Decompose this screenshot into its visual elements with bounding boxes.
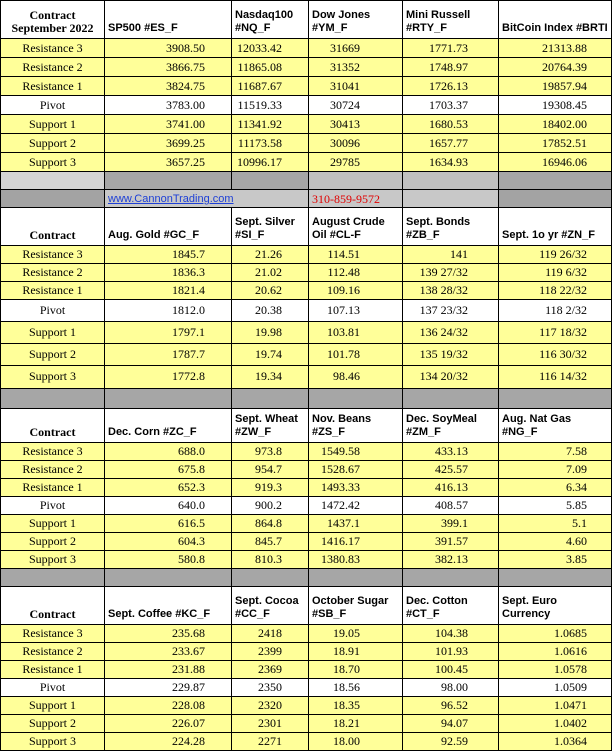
value-cell: 1.0509	[499, 678, 612, 696]
value-cell: 973.8	[232, 442, 309, 460]
separator-3	[1, 568, 612, 586]
value-cell: 119 26/32	[499, 246, 612, 264]
value-cell: 30413	[309, 115, 403, 134]
value-cell: 1.0685	[499, 624, 612, 642]
value-cell: 3824.75	[105, 77, 232, 96]
value-cell: 134 20/32	[403, 366, 499, 388]
value-cell: 235.68	[105, 624, 232, 642]
value-cell: 12033.42	[232, 39, 309, 58]
row-label: Pivot	[1, 300, 105, 322]
value-cell: 116 30/32	[499, 344, 612, 366]
value-cell: 1472.42	[309, 496, 403, 514]
value-cell: 29785	[309, 153, 403, 172]
row-label: Support 1	[1, 322, 105, 344]
value-cell: 20764.39	[499, 58, 612, 77]
column-header: Nov. Beans #ZS_F	[309, 408, 403, 442]
table-row	[1, 58, 612, 77]
value-cell: 433.13	[403, 442, 499, 460]
value-cell: 109.16	[309, 282, 403, 300]
section-softs-currency	[1, 586, 612, 750]
value-cell: 1836.3	[105, 264, 232, 282]
value-cell: 1703.37	[403, 96, 499, 115]
value-cell: 19.05	[309, 624, 403, 642]
table-row	[1, 532, 612, 550]
value-cell: 1812.0	[105, 300, 232, 322]
header-row	[1, 408, 612, 442]
table-row	[1, 732, 612, 750]
table-row	[1, 96, 612, 115]
table-row	[1, 660, 612, 678]
row-label: Support 1	[1, 115, 105, 134]
value-cell: 3657.25	[105, 153, 232, 172]
column-header: SP500 #ES_F	[105, 1, 232, 39]
table-row	[1, 496, 612, 514]
value-cell: 138 28/32	[403, 282, 499, 300]
value-cell: 900.2	[232, 496, 309, 514]
value-cell: 1771.73	[403, 39, 499, 58]
value-cell: 616.5	[105, 514, 232, 532]
row-label: Support 2	[1, 134, 105, 153]
value-cell: 954.7	[232, 460, 309, 478]
row-label: Support 3	[1, 366, 105, 388]
value-cell: 18.35	[309, 696, 403, 714]
value-cell: 1787.7	[105, 344, 232, 366]
header-row	[1, 586, 612, 624]
value-cell: 100.45	[403, 660, 499, 678]
column-header: Dec. Cotton #CT_F	[403, 586, 499, 624]
row-label: Resistance 2	[1, 460, 105, 478]
value-cell: 845.7	[232, 532, 309, 550]
value-cell: 11865.08	[232, 58, 309, 77]
value-cell: 19.34	[232, 366, 309, 388]
table-row	[1, 153, 612, 172]
table-row	[1, 77, 612, 96]
value-cell: 233.67	[105, 642, 232, 660]
table-row	[1, 246, 612, 264]
value-cell: 98.00	[403, 678, 499, 696]
value-cell: 2399	[232, 642, 309, 660]
row-label: Support 1	[1, 696, 105, 714]
value-cell: 2350	[232, 678, 309, 696]
value-cell: 139 27/32	[403, 264, 499, 282]
value-cell: 3783.00	[105, 96, 232, 115]
value-cell: 10996.17	[232, 153, 309, 172]
row-label: Support 3	[1, 153, 105, 172]
row-label: Resistance 3	[1, 442, 105, 460]
table-row	[1, 264, 612, 282]
value-cell: 640.0	[105, 496, 232, 514]
value-cell: 3908.50	[105, 39, 232, 58]
value-cell: 5.85	[499, 496, 612, 514]
separator-contact	[1, 172, 612, 208]
gray-separator	[1, 568, 612, 586]
section-grains-energy	[1, 408, 612, 568]
row-label: Resistance 3	[1, 246, 105, 264]
row-label: Support 2	[1, 714, 105, 732]
row-label: Resistance 1	[1, 77, 105, 96]
value-cell: 675.8	[105, 460, 232, 478]
value-cell: 31669	[309, 39, 403, 58]
table-row	[1, 478, 612, 496]
column-header: BitCoin Index #BRTI	[499, 1, 612, 39]
value-cell: 96.52	[403, 696, 499, 714]
table-row	[1, 642, 612, 660]
contract-header: Contract September 2022	[1, 1, 105, 39]
value-cell: 17852.51	[499, 134, 612, 153]
value-cell: 1726.13	[403, 77, 499, 96]
row-label: Resistance 1	[1, 282, 105, 300]
table-row	[1, 514, 612, 532]
value-cell: 30724	[309, 96, 403, 115]
column-header: Sept. Euro Currency	[499, 586, 612, 624]
table-row	[1, 39, 612, 58]
value-cell: 425.57	[403, 460, 499, 478]
value-cell: 7.58	[499, 442, 612, 460]
row-label: Support 3	[1, 732, 105, 750]
column-header: Sept. Bonds #ZB_F	[403, 208, 499, 246]
value-cell: 580.8	[105, 550, 232, 568]
value-cell: 688.0	[105, 442, 232, 460]
value-cell: 4.60	[499, 532, 612, 550]
value-cell: 136 24/32	[403, 322, 499, 344]
row-label: Resistance 1	[1, 478, 105, 496]
website-link[interactable]: www.CannonTrading.com	[108, 193, 234, 206]
row-label: Support 1	[1, 514, 105, 532]
column-header: Sept. Coffee #KC_F	[105, 586, 232, 624]
value-cell: 1.0578	[499, 660, 612, 678]
value-cell: 19308.45	[499, 96, 612, 115]
value-cell: 1.0616	[499, 642, 612, 660]
value-cell: 2301	[232, 714, 309, 732]
value-cell: 3699.25	[105, 134, 232, 153]
contact-row	[1, 190, 612, 208]
value-cell: 226.07	[105, 714, 232, 732]
value-cell: 382.13	[403, 550, 499, 568]
value-cell: 2369	[232, 660, 309, 678]
value-cell: 11341.92	[232, 115, 309, 134]
table-row	[1, 714, 612, 732]
value-cell: 604.3	[105, 532, 232, 550]
value-cell: 92.59	[403, 732, 499, 750]
value-cell: 101.93	[403, 642, 499, 660]
value-cell: 919.3	[232, 478, 309, 496]
value-cell: 94.07	[403, 714, 499, 732]
value-cell: 1.0402	[499, 714, 612, 732]
gray-separator	[1, 172, 612, 190]
column-header: Sept. Silver #SI_F	[232, 208, 309, 246]
table-row	[1, 344, 612, 366]
value-cell: 20.62	[232, 282, 309, 300]
table-row	[1, 366, 612, 388]
value-cell: 20.38	[232, 300, 309, 322]
value-cell: 228.08	[105, 696, 232, 714]
value-cell: 135 19/32	[403, 344, 499, 366]
value-cell: 18.56	[309, 678, 403, 696]
column-header: Dow Jones #YM_F	[309, 1, 403, 39]
value-cell: 7.09	[499, 460, 612, 478]
value-cell: 104.38	[403, 624, 499, 642]
value-cell: 18.91	[309, 642, 403, 660]
value-cell: 21.02	[232, 264, 309, 282]
row-label: Resistance 2	[1, 642, 105, 660]
value-cell: 1845.7	[105, 246, 232, 264]
gray-separator	[1, 388, 612, 408]
value-cell: 1797.1	[105, 322, 232, 344]
value-cell: 810.3	[232, 550, 309, 568]
table-row	[1, 550, 612, 568]
value-cell: 391.57	[403, 532, 499, 550]
value-cell: 98.46	[309, 366, 403, 388]
value-cell: 2320	[232, 696, 309, 714]
column-header: Aug. Gold #GC_F	[105, 208, 232, 246]
value-cell: 1680.53	[403, 115, 499, 134]
value-cell: 21.26	[232, 246, 309, 264]
contract-header: Contract	[1, 408, 105, 442]
column-header: Nasdaq100 #NQ_F	[232, 1, 309, 39]
value-cell: 1549.58	[309, 442, 403, 460]
value-cell: 2418	[232, 624, 309, 642]
row-label: Resistance 3	[1, 39, 105, 58]
value-cell: 21313.88	[499, 39, 612, 58]
table-row	[1, 678, 612, 696]
value-cell: 5.1	[499, 514, 612, 532]
value-cell: 11173.58	[232, 134, 309, 153]
value-cell: 6.34	[499, 478, 612, 496]
value-cell: 399.1	[403, 514, 499, 532]
table-row	[1, 696, 612, 714]
header-row	[1, 1, 612, 39]
value-cell: 117 18/32	[499, 322, 612, 344]
contract-header: Contract	[1, 208, 105, 246]
section-metals-energy-rates	[1, 208, 612, 388]
row-label: Pivot	[1, 678, 105, 696]
value-cell: 119 6/32	[499, 264, 612, 282]
header-row	[1, 208, 612, 246]
table-row	[1, 460, 612, 478]
value-cell: 3741.00	[105, 115, 232, 134]
row-label: Support 2	[1, 532, 105, 550]
table-row	[1, 282, 612, 300]
value-cell: 1437.1	[309, 514, 403, 532]
value-cell: 137 23/32	[403, 300, 499, 322]
value-cell: 864.8	[232, 514, 309, 532]
table-row	[1, 442, 612, 460]
value-cell: 19.74	[232, 344, 309, 366]
value-cell: 416.13	[403, 478, 499, 496]
column-header: October Sugar #SB_F	[309, 586, 403, 624]
value-cell: 31041	[309, 77, 403, 96]
phone-number: 310-859-9572	[312, 192, 380, 207]
table-row	[1, 134, 612, 153]
table-row	[1, 115, 612, 134]
value-cell: 18.00	[309, 732, 403, 750]
value-cell: 1657.77	[403, 134, 499, 153]
value-cell: 1.0471	[499, 696, 612, 714]
value-cell: 107.13	[309, 300, 403, 322]
table-row	[1, 300, 612, 322]
value-cell: 652.3	[105, 478, 232, 496]
row-label: Support 3	[1, 550, 105, 568]
value-cell: 18.21	[309, 714, 403, 732]
value-cell: 18.70	[309, 660, 403, 678]
value-cell: 1493.33	[309, 478, 403, 496]
value-cell: 1.0364	[499, 732, 612, 750]
column-header: Aug. Nat Gas #NG_F	[499, 408, 612, 442]
value-cell: 141	[403, 246, 499, 264]
value-cell: 1416.17	[309, 532, 403, 550]
value-cell: 118 22/32	[499, 282, 612, 300]
column-header: Mini Russell #RTY_F	[403, 1, 499, 39]
column-header: Sept. Cocoa #CC_F	[232, 586, 309, 624]
value-cell: 1748.97	[403, 58, 499, 77]
value-cell: 3866.75	[105, 58, 232, 77]
column-header: Sept. Wheat #ZW_F	[232, 408, 309, 442]
value-cell: 11687.67	[232, 77, 309, 96]
column-header: Dec. Corn #ZC_F	[105, 408, 232, 442]
row-label: Resistance 2	[1, 58, 105, 77]
value-cell: 19857.94	[499, 77, 612, 96]
value-cell: 11519.33	[232, 96, 309, 115]
contract-header: Contract	[1, 586, 105, 624]
value-cell: 116 14/32	[499, 366, 612, 388]
row-label: Pivot	[1, 496, 105, 514]
table-row	[1, 322, 612, 344]
row-label: Resistance 3	[1, 624, 105, 642]
value-cell: 224.28	[105, 732, 232, 750]
value-cell: 101.78	[309, 344, 403, 366]
row-label: Resistance 2	[1, 264, 105, 282]
value-cell: 2271	[232, 732, 309, 750]
value-cell: 31352	[309, 58, 403, 77]
value-cell: 118 2/32	[499, 300, 612, 322]
separator-2	[1, 388, 612, 408]
value-cell: 30096	[309, 134, 403, 153]
value-cell: 112.48	[309, 264, 403, 282]
value-cell: 19.98	[232, 322, 309, 344]
column-header: Dec. SoyMeal #ZM_F	[403, 408, 499, 442]
value-cell: 1772.8	[105, 366, 232, 388]
value-cell: 103.81	[309, 322, 403, 344]
value-cell: 229.87	[105, 678, 232, 696]
row-label: Resistance 1	[1, 660, 105, 678]
value-cell: 1634.93	[403, 153, 499, 172]
value-cell: 16946.06	[499, 153, 612, 172]
value-cell: 114.51	[309, 246, 403, 264]
column-header: August Crude Oil #CL-F	[309, 208, 403, 246]
value-cell: 408.57	[403, 496, 499, 514]
section-stock-indices	[1, 1, 612, 172]
column-header: Sept. 1o yr #ZN_F	[499, 208, 612, 246]
value-cell: 1380.83	[309, 550, 403, 568]
row-label: Pivot	[1, 96, 105, 115]
value-cell: 1821.4	[105, 282, 232, 300]
value-cell: 3.85	[499, 550, 612, 568]
table-row	[1, 624, 612, 642]
value-cell: 1528.67	[309, 460, 403, 478]
row-label: Support 2	[1, 344, 105, 366]
value-cell: 231.88	[105, 660, 232, 678]
value-cell: 18402.00	[499, 115, 612, 134]
